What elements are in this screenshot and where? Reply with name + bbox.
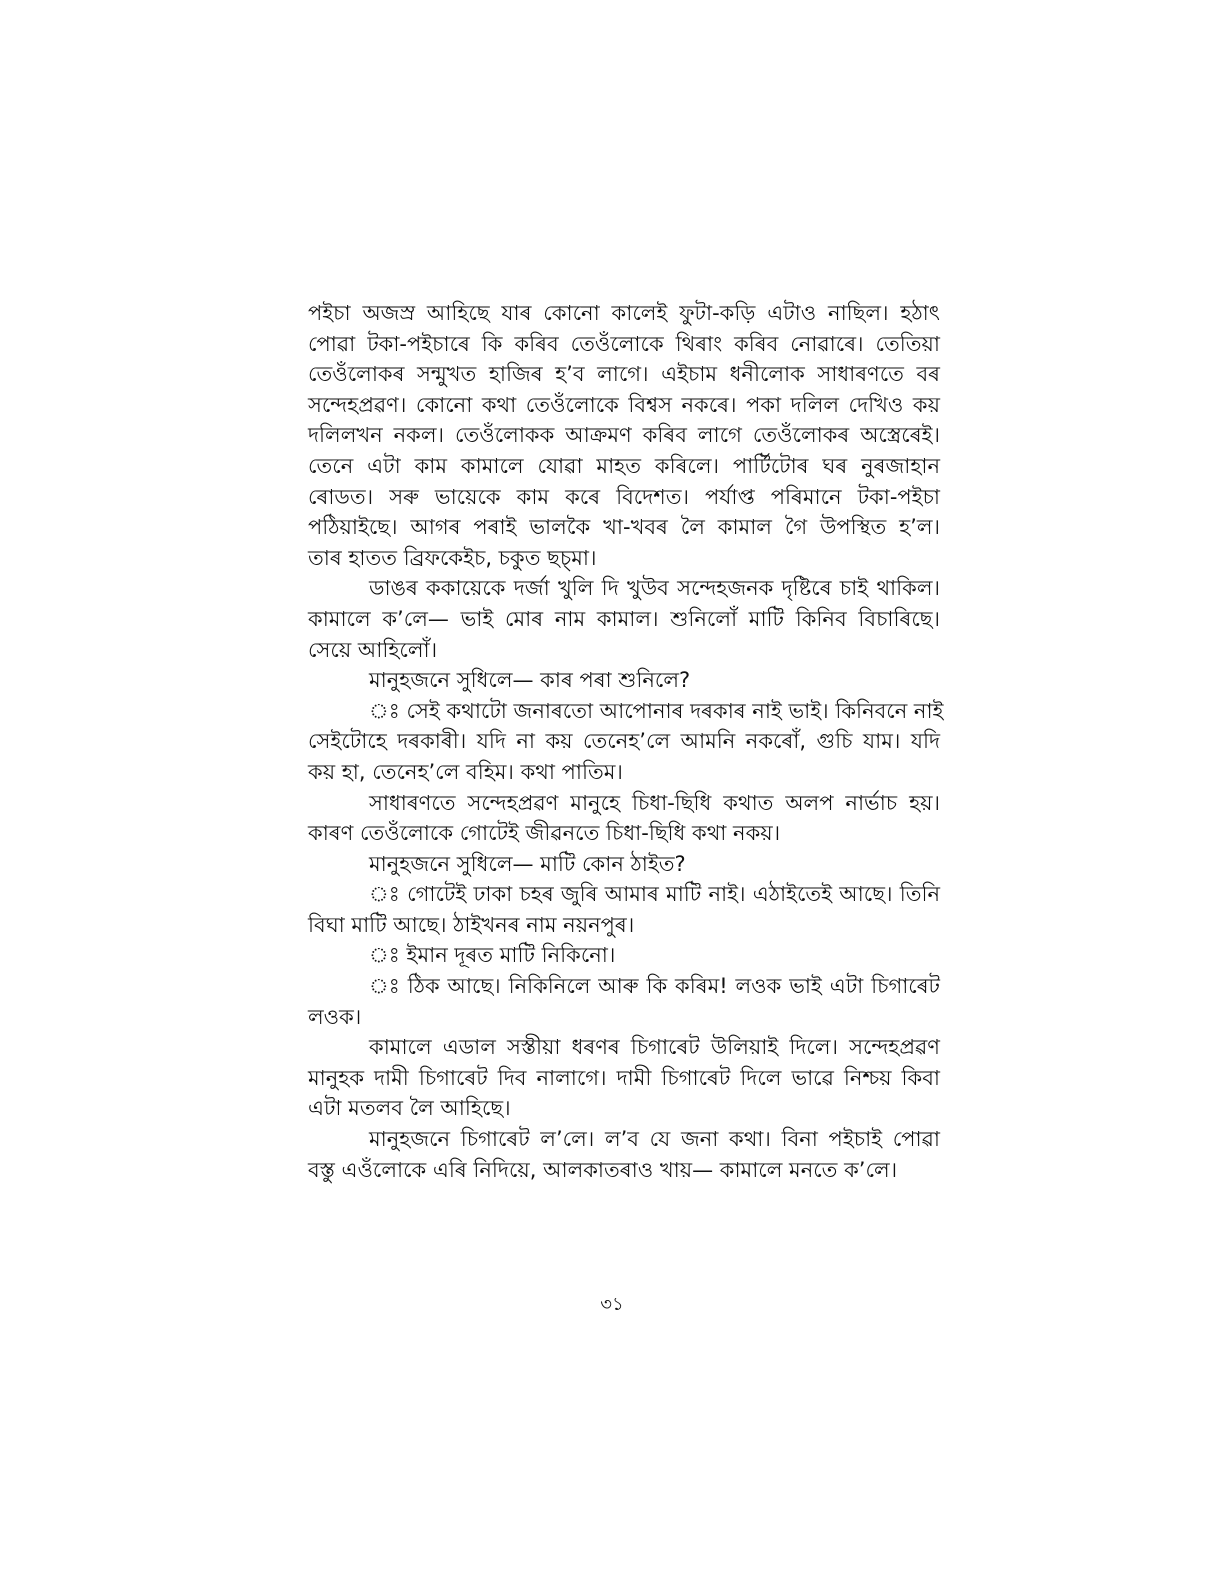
paragraph bbox=[308, 298, 940, 573]
text-line: কাৰণ তেওঁলোকে গোটেই জীৱনতে চিধা-ছিধি কথা নকয়। bbox=[308, 821, 781, 846]
text-line: তেওঁলোকৰ সন্মুখত হাজিৰ হ’ব লাগে। এইচাম ধনীলোক সাধাৰণতে বৰ bbox=[308, 362, 940, 387]
text-line: পইচা অজস্র আহিছে যাৰ কোনো কালেই ফুটা-কড়ি এটাও নাছিল। হঠাৎ bbox=[308, 301, 940, 325]
text-line: মানুহজনে চিগাৰেট ল’লে। ল’ব যে জনা কথা। বিনা পইচাই পোৱা bbox=[369, 1127, 940, 1152]
page-body bbox=[308, 298, 944, 1185]
text-line: দলিলখন নকল। তেওঁলোকক আক্ৰমণ কৰিব লাগে তেওঁলোকৰ অস্ত্ৰেৰেই। bbox=[308, 423, 940, 448]
text-line: সাধাৰণতে সন্দেহপ্ৰৱণ মানুহে চিধা-ছিধি কথাত অলপ নাৰ্ভাচ হয়। bbox=[369, 790, 940, 815]
paragraph bbox=[308, 665, 940, 696]
text-line: পোৱা টকা-পইচাৰে কি কৰিব তেওঁলোকে থিৰাং কৰিব নোৱাৰে। তেতিয়া bbox=[308, 331, 940, 356]
text-line: সেয়ে আহিলোঁ। bbox=[308, 637, 438, 662]
text-line: ৰোডত। সৰু ভায়েকে কাম কৰে বিদেশত। পৰ্যাপ্ত পৰিমানে টকা-পইচা bbox=[308, 484, 940, 509]
paragraph bbox=[308, 879, 940, 940]
text-line: লওক। bbox=[308, 1004, 362, 1029]
text-line: তাৰ হাতত ব্ৰিফকেইচ, চকুত ছচ্মা। bbox=[308, 545, 597, 570]
text-line: সেইটোহে দৰকাৰী। যদি না কয় তেনেহ’লে আমনি নকৰোঁ, গুচি যাম। যদি bbox=[308, 729, 940, 754]
paragraph bbox=[308, 1124, 940, 1185]
paragraph bbox=[308, 849, 940, 880]
text-line: কয় হা, তেনেহ’লে বহিম। কথা পাতিম। bbox=[308, 759, 623, 784]
paragraph bbox=[308, 788, 940, 849]
paragraph bbox=[308, 696, 944, 788]
text-line: বিঘা মাটি আছে। ঠাইখনৰ নাম নয়নপুৰ। bbox=[308, 912, 635, 937]
text-line: মানুহক দামী চিগাৰেট দিব নালাগে। দামী চিগাৰেট দিলে ভাৱে নিশ্চয় কিবা bbox=[308, 1065, 940, 1090]
paragraph bbox=[308, 1032, 940, 1124]
paragraph bbox=[308, 940, 940, 971]
text-line: এটা মতলব লৈ আহিছে। bbox=[308, 1096, 511, 1121]
text-line: মানুহজনে সুধিলে— মাটি কোন ঠাইত? bbox=[369, 851, 686, 876]
paragraph bbox=[308, 573, 940, 665]
text-line: ঃ ইমান দূৰত মাটি নিকিনো। bbox=[369, 943, 616, 968]
text-line: সন্দেহপ্ৰৱণ। কোনো কথা তেওঁলোকে বিশ্বস নকৰে। পকা দলিল দেখিও কয় bbox=[308, 392, 940, 417]
text-line: কামালে এডাল সস্তীয়া ধৰণৰ চিগাৰেট উলিয়াই দিলে। সন্দেহপ্ৰৱণ bbox=[369, 1035, 940, 1060]
text-line: পঠিয়াইছে। আগৰ পৰাই ভালকৈ খা-খবৰ লৈ কামাল গৈ উপস্থিত হ’ল। bbox=[308, 515, 940, 540]
paragraph bbox=[308, 971, 940, 1032]
text-line: তেনে এটা কাম কামালে যোৱা মাহত কৰিলে। পাৰ্টিটোৰ ঘৰ নুৰজাহান bbox=[308, 453, 940, 478]
text-line: কামালে ক’লে— ভাই মোৰ নাম কামাল। শুনিলোঁ মাটি কিনিব বিচাৰিছে। bbox=[308, 606, 940, 631]
text-line: ঃ সেই কথাটো জনাৰতো আপোনাৰ দৰকাৰ নাই ভাই। কিনিবনে নাই bbox=[369, 698, 944, 723]
text-line: মানুহজনে সুধিলে— কাৰ পৰা শুনিলে? bbox=[369, 668, 691, 693]
text-line: ঃ গোটেই ঢাকা চহৰ জুৰি আমাৰ মাটি নাই। এঠাইতেই আছে। তিনি bbox=[369, 882, 940, 907]
text-line: ডাঙৰ ককায়েকে দৰ্জা খুলি দি খুউব সন্দেহজনক দৃষ্টিৰে চাই থাকিল। bbox=[369, 576, 940, 601]
page-number: ৩১ bbox=[600, 1294, 624, 1315]
text-line: বস্তু এওঁলোকে এৰি নিদিয়ে, আলকাতৰাও খায়— কামালে মনতে ক’লে। bbox=[308, 1157, 898, 1182]
text-line: ঃ ঠিক আছে। নিকিনিলে আৰু কি কৰিম! লওক ভাই এটা চিগাৰেট bbox=[369, 974, 940, 999]
